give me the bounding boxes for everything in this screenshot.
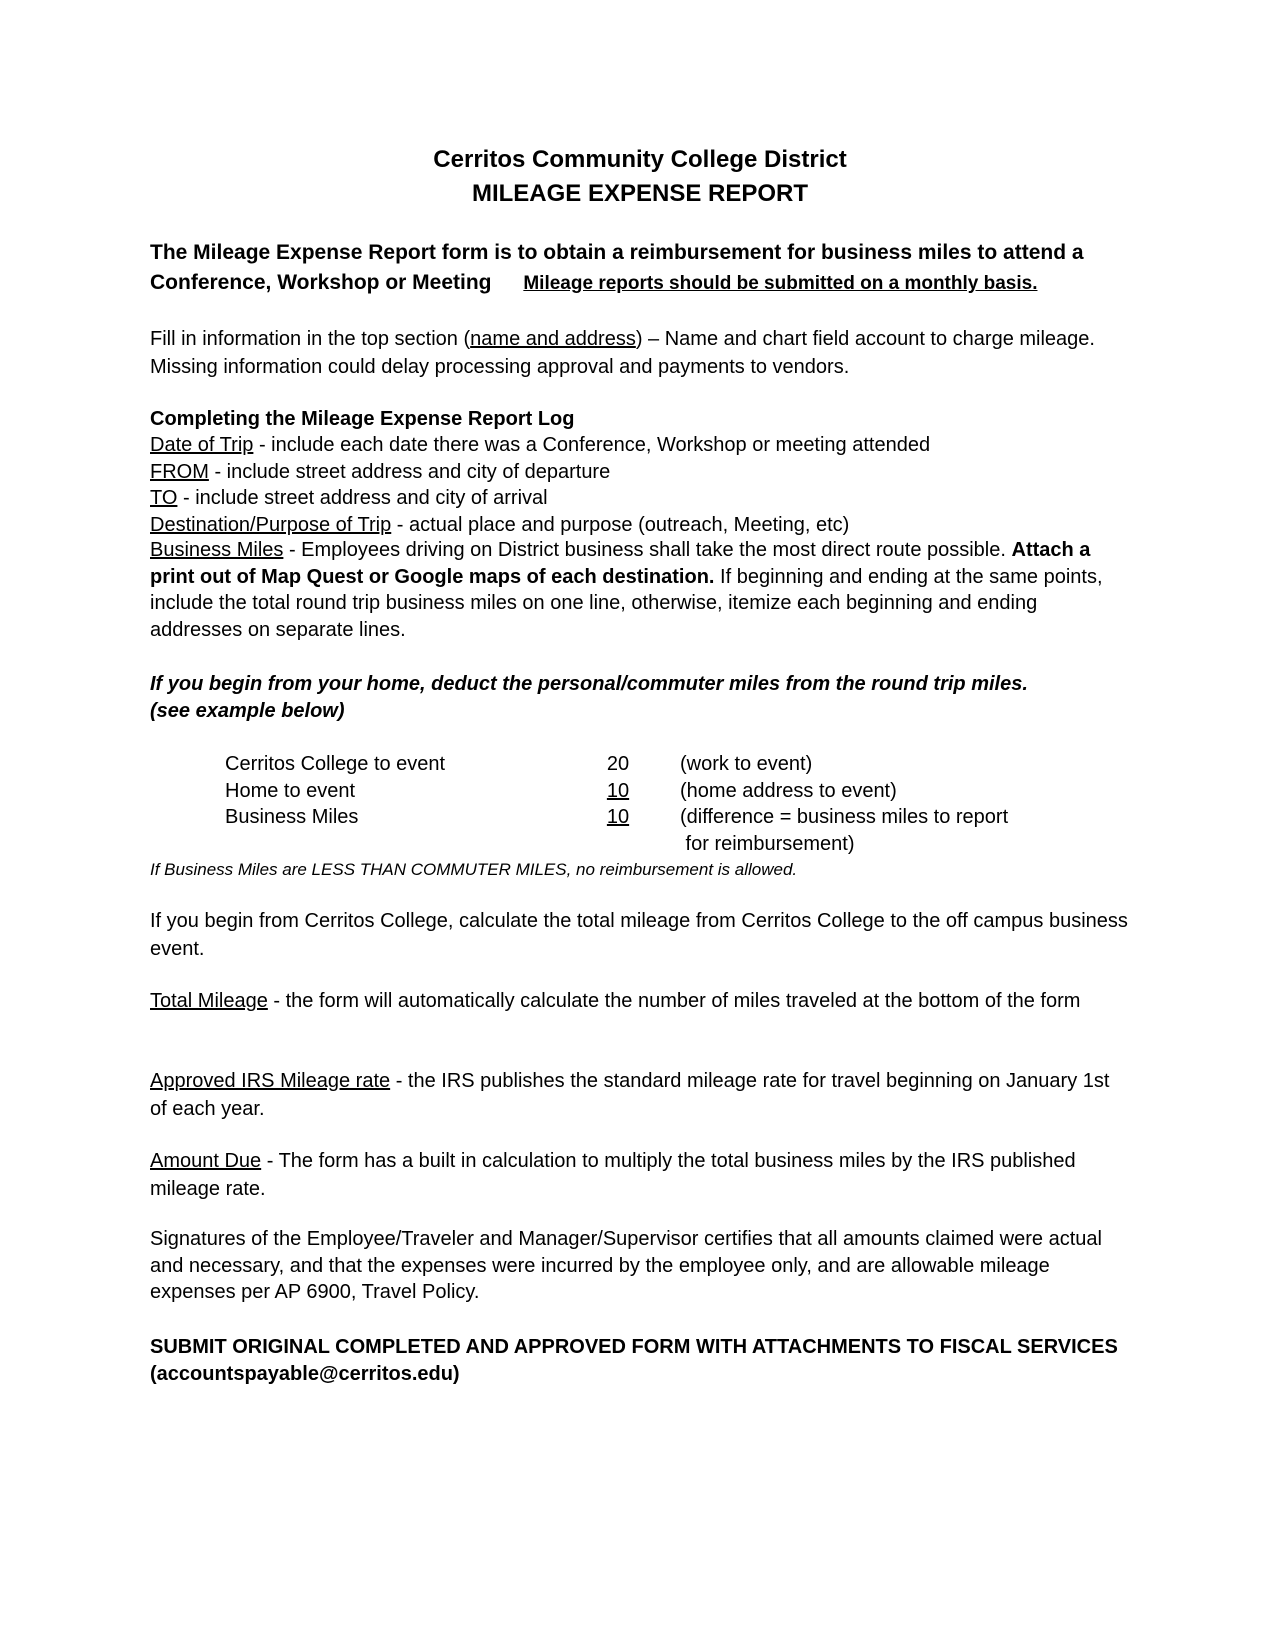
example-label: Cerritos College to event	[225, 753, 446, 775]
amount-due-paragraph	[150, 1147, 1130, 1203]
example-note: (difference = business miles to report	[680, 806, 1009, 828]
business-miles-rest: If beginning and ending at the same points, include the total round trip business miles on one line, otherwise, itemize each beginning and ending addresses on separate lines.	[150, 565, 1103, 641]
intro-text: The Mileage Expense Report form is to obtain a reimbursement for business miles to attend a Conference, Workshop or Meeting	[150, 241, 1084, 294]
amount-due-desc: - The form has a built in calculation to multiply the total business miles by the IRS published mileage rate.	[150, 1150, 1076, 1200]
amount-due-term: Amount Due	[150, 1150, 262, 1172]
fill-in-underlined: name and address	[470, 328, 636, 350]
example-note: (home address to event)	[680, 780, 897, 802]
destination-desc: - actual place and purpose (outreach, Meeting, etc)	[391, 514, 850, 536]
log-destination-line	[150, 511, 1130, 539]
to-term: TO	[150, 487, 178, 509]
business-miles-term: Business Miles	[150, 539, 284, 561]
total-mileage-paragraph	[150, 987, 1130, 1015]
example-value: 10	[606, 780, 630, 802]
example-label: Home to event	[225, 780, 356, 802]
signatures-paragraph: Signatures of the Employee/Traveler and Manager/Supervisor certifies that all amounts claimed were actual and necessary, and that the expenses were incurred by the employee only, and are allowable mileage expenses per AP 6900, Travel Policy.	[150, 1228, 1102, 1303]
example-note: (work to event)	[680, 753, 813, 775]
district-title: Cerritos Community College District	[433, 146, 847, 173]
from-desc: - include street address and city of departure	[208, 461, 611, 483]
from-term: FROM	[150, 461, 209, 483]
example-row	[225, 803, 1085, 831]
submit-email: (accountspayable@cerritos.edu)	[150, 1363, 460, 1385]
total-mileage-term: Total Mileage	[150, 990, 268, 1012]
total-mileage-desc: - the form will automatically calculate the number of miles traveled at the bottom of the form	[267, 990, 1081, 1012]
example-note-continuation: for reimbursement)	[680, 833, 855, 855]
example-row	[225, 777, 1085, 805]
home-note-line2: (see example below)	[150, 700, 345, 722]
fill-in-suffix: ) – Name and chart field account to charge mileage. Missing information could delay processing approval and payments to vendors.	[150, 328, 1095, 378]
example-value: 10	[606, 806, 630, 828]
home-note-line1: If you begin from your home, deduct the personal/commuter miles from the round trip miles.	[150, 673, 1028, 695]
business-miles-desc: - Employees driving on District business shall take the most direct route possible.	[283, 539, 1012, 561]
log-date-line	[150, 431, 1130, 459]
example-value: 20	[606, 753, 630, 775]
example-row	[225, 750, 1085, 778]
monthly-note: Mileage reports should be submitted on a monthly basis.	[523, 273, 1038, 294]
irs-rate-paragraph	[150, 1067, 1130, 1123]
irs-rate-desc: - the IRS publishes the standard mileage rate for travel beginning on January 1st of each year.	[150, 1070, 1110, 1120]
destination-term: Destination/Purpose of Trip	[150, 514, 392, 536]
date-term: Date of Trip	[150, 434, 254, 456]
log-from-line	[150, 458, 1130, 486]
log-to-line	[150, 484, 1130, 512]
college-begin-paragraph: If you begin from Cerritos College, calculate the total mileage from Cerritos College to the off campus business event.	[150, 910, 1128, 960]
example-note-continuation-row	[225, 830, 1085, 858]
fill-in-prefix: Fill in information in the top section (	[150, 328, 471, 350]
form-title: MILEAGE EXPENSE REPORT	[471, 180, 809, 207]
irs-rate-term: Approved IRS Mileage rate	[150, 1070, 391, 1092]
log-business-miles-paragraph	[150, 537, 1130, 643]
date-desc: - include each date there was a Conference, Workshop or meeting attended	[253, 434, 931, 456]
less-than-note: If Business Miles are LESS THAN COMMUTER MILES, no reimbursement is allowed.	[150, 860, 798, 879]
log-heading: Completing the Mileage Expense Report Log	[150, 408, 575, 430]
to-desc: - include street address and city of arrival	[177, 487, 548, 509]
business-miles-attach-note: Attach a print out of Map Quest or Google maps of each destination.	[150, 539, 1091, 588]
example-label: Business Miles	[225, 806, 359, 828]
submit-line1: SUBMIT ORIGINAL COMPLETED AND APPROVED FORM WITH ATTACHMENTS TO FISCAL SERVICES	[150, 1336, 1118, 1358]
intro-paragraph	[150, 238, 1130, 299]
fill-in-paragraph	[150, 325, 1130, 381]
